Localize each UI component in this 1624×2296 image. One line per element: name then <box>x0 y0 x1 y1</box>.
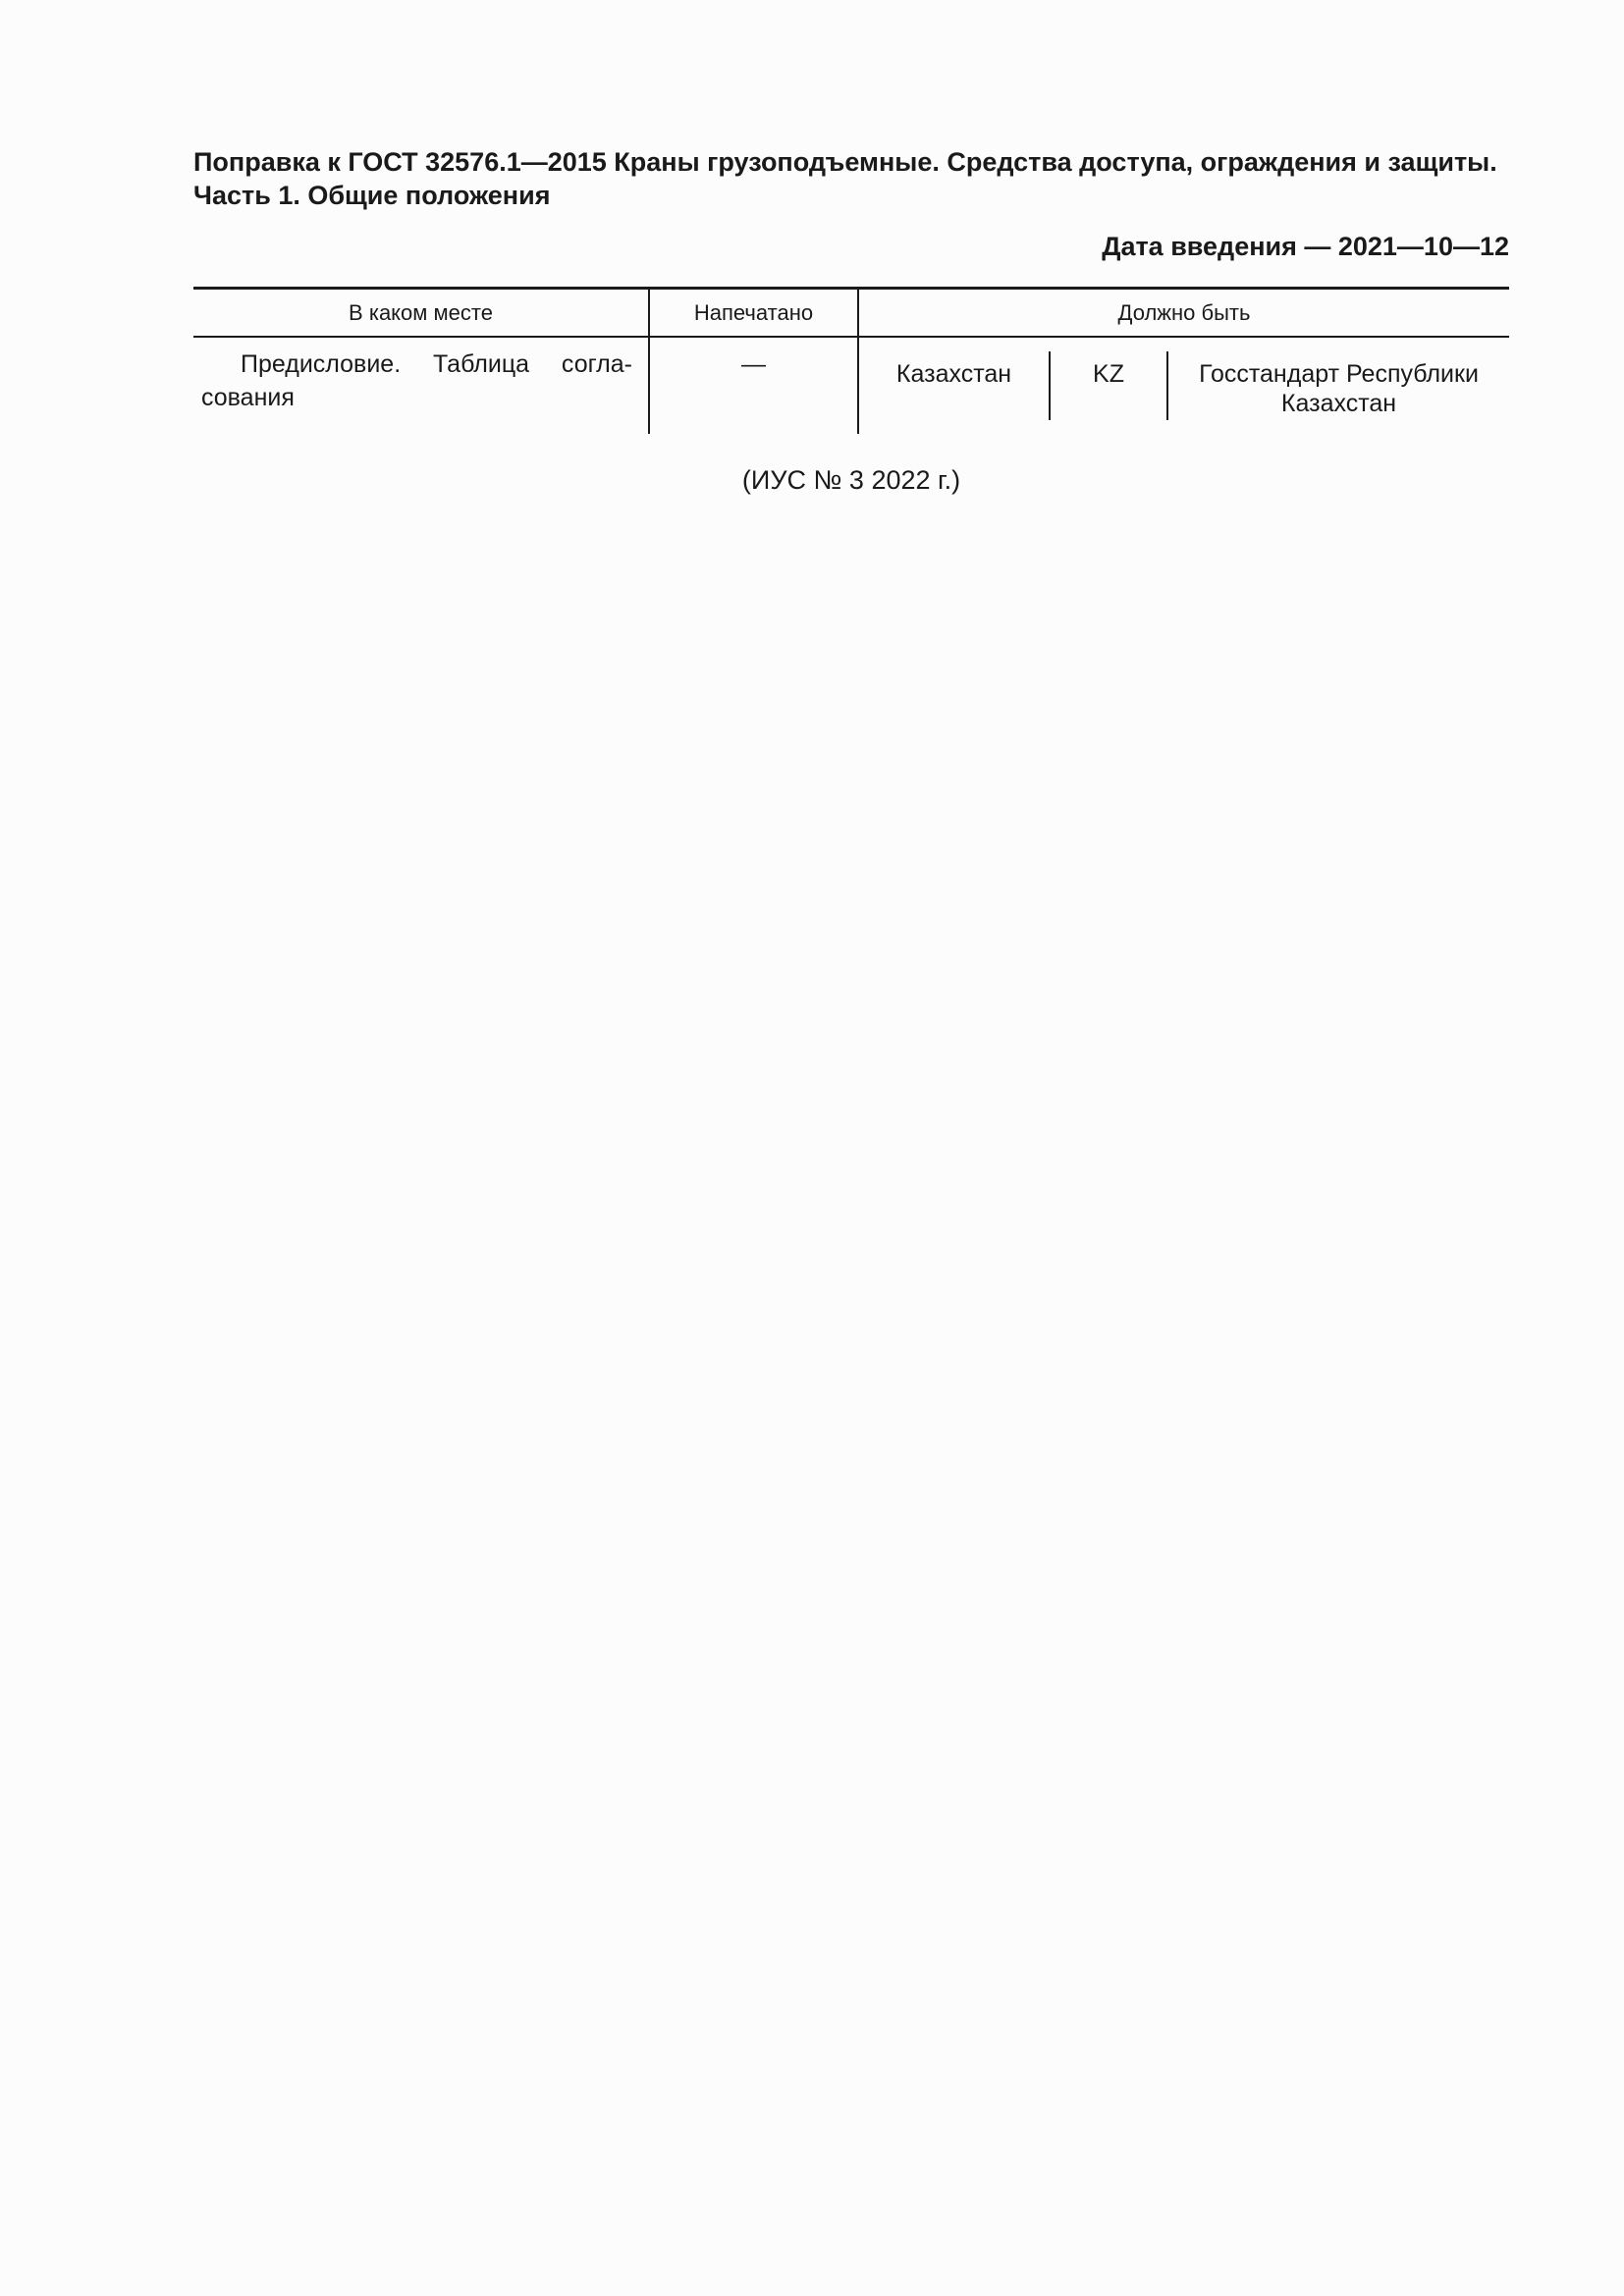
should-body-line-2: Казахстан <box>1280 390 1397 417</box>
header-should-be: Должно быть <box>858 289 1509 338</box>
printed-text: — <box>741 350 766 378</box>
title-line-2: Часть 1. Общие положения <box>193 181 551 210</box>
correction-table <box>193 287 1509 434</box>
should-be-grid <box>859 351 1509 420</box>
ius-reference: (ИУС № 3 2022 г.) <box>741 465 961 495</box>
table-header-row <box>193 289 1509 338</box>
cell-where <box>193 337 649 434</box>
should-body <box>1166 351 1509 420</box>
cell-should-be <box>858 337 1509 434</box>
title-line-1: Поправка к ГОСТ 32576.1—2015 Краны грузоподъемные. Средства доступа, ограждения и защиты. <box>193 147 1497 177</box>
should-code: KZ <box>1049 351 1166 420</box>
effective-date: Дата введения — 2021—10—12 <box>1102 232 1509 261</box>
cell-printed <box>649 337 858 434</box>
document-title <box>193 145 1509 212</box>
should-body-line-1: Госстандарт Республики <box>1199 360 1479 388</box>
header-printed: Напечатано <box>649 289 858 338</box>
header-where: В каком месте <box>193 289 649 338</box>
document-page <box>193 0 1509 2296</box>
where-text: Предисловие. Таблица согла- сования <box>201 350 632 411</box>
table-row <box>193 337 1509 434</box>
should-country: Казахстан <box>895 360 1012 388</box>
